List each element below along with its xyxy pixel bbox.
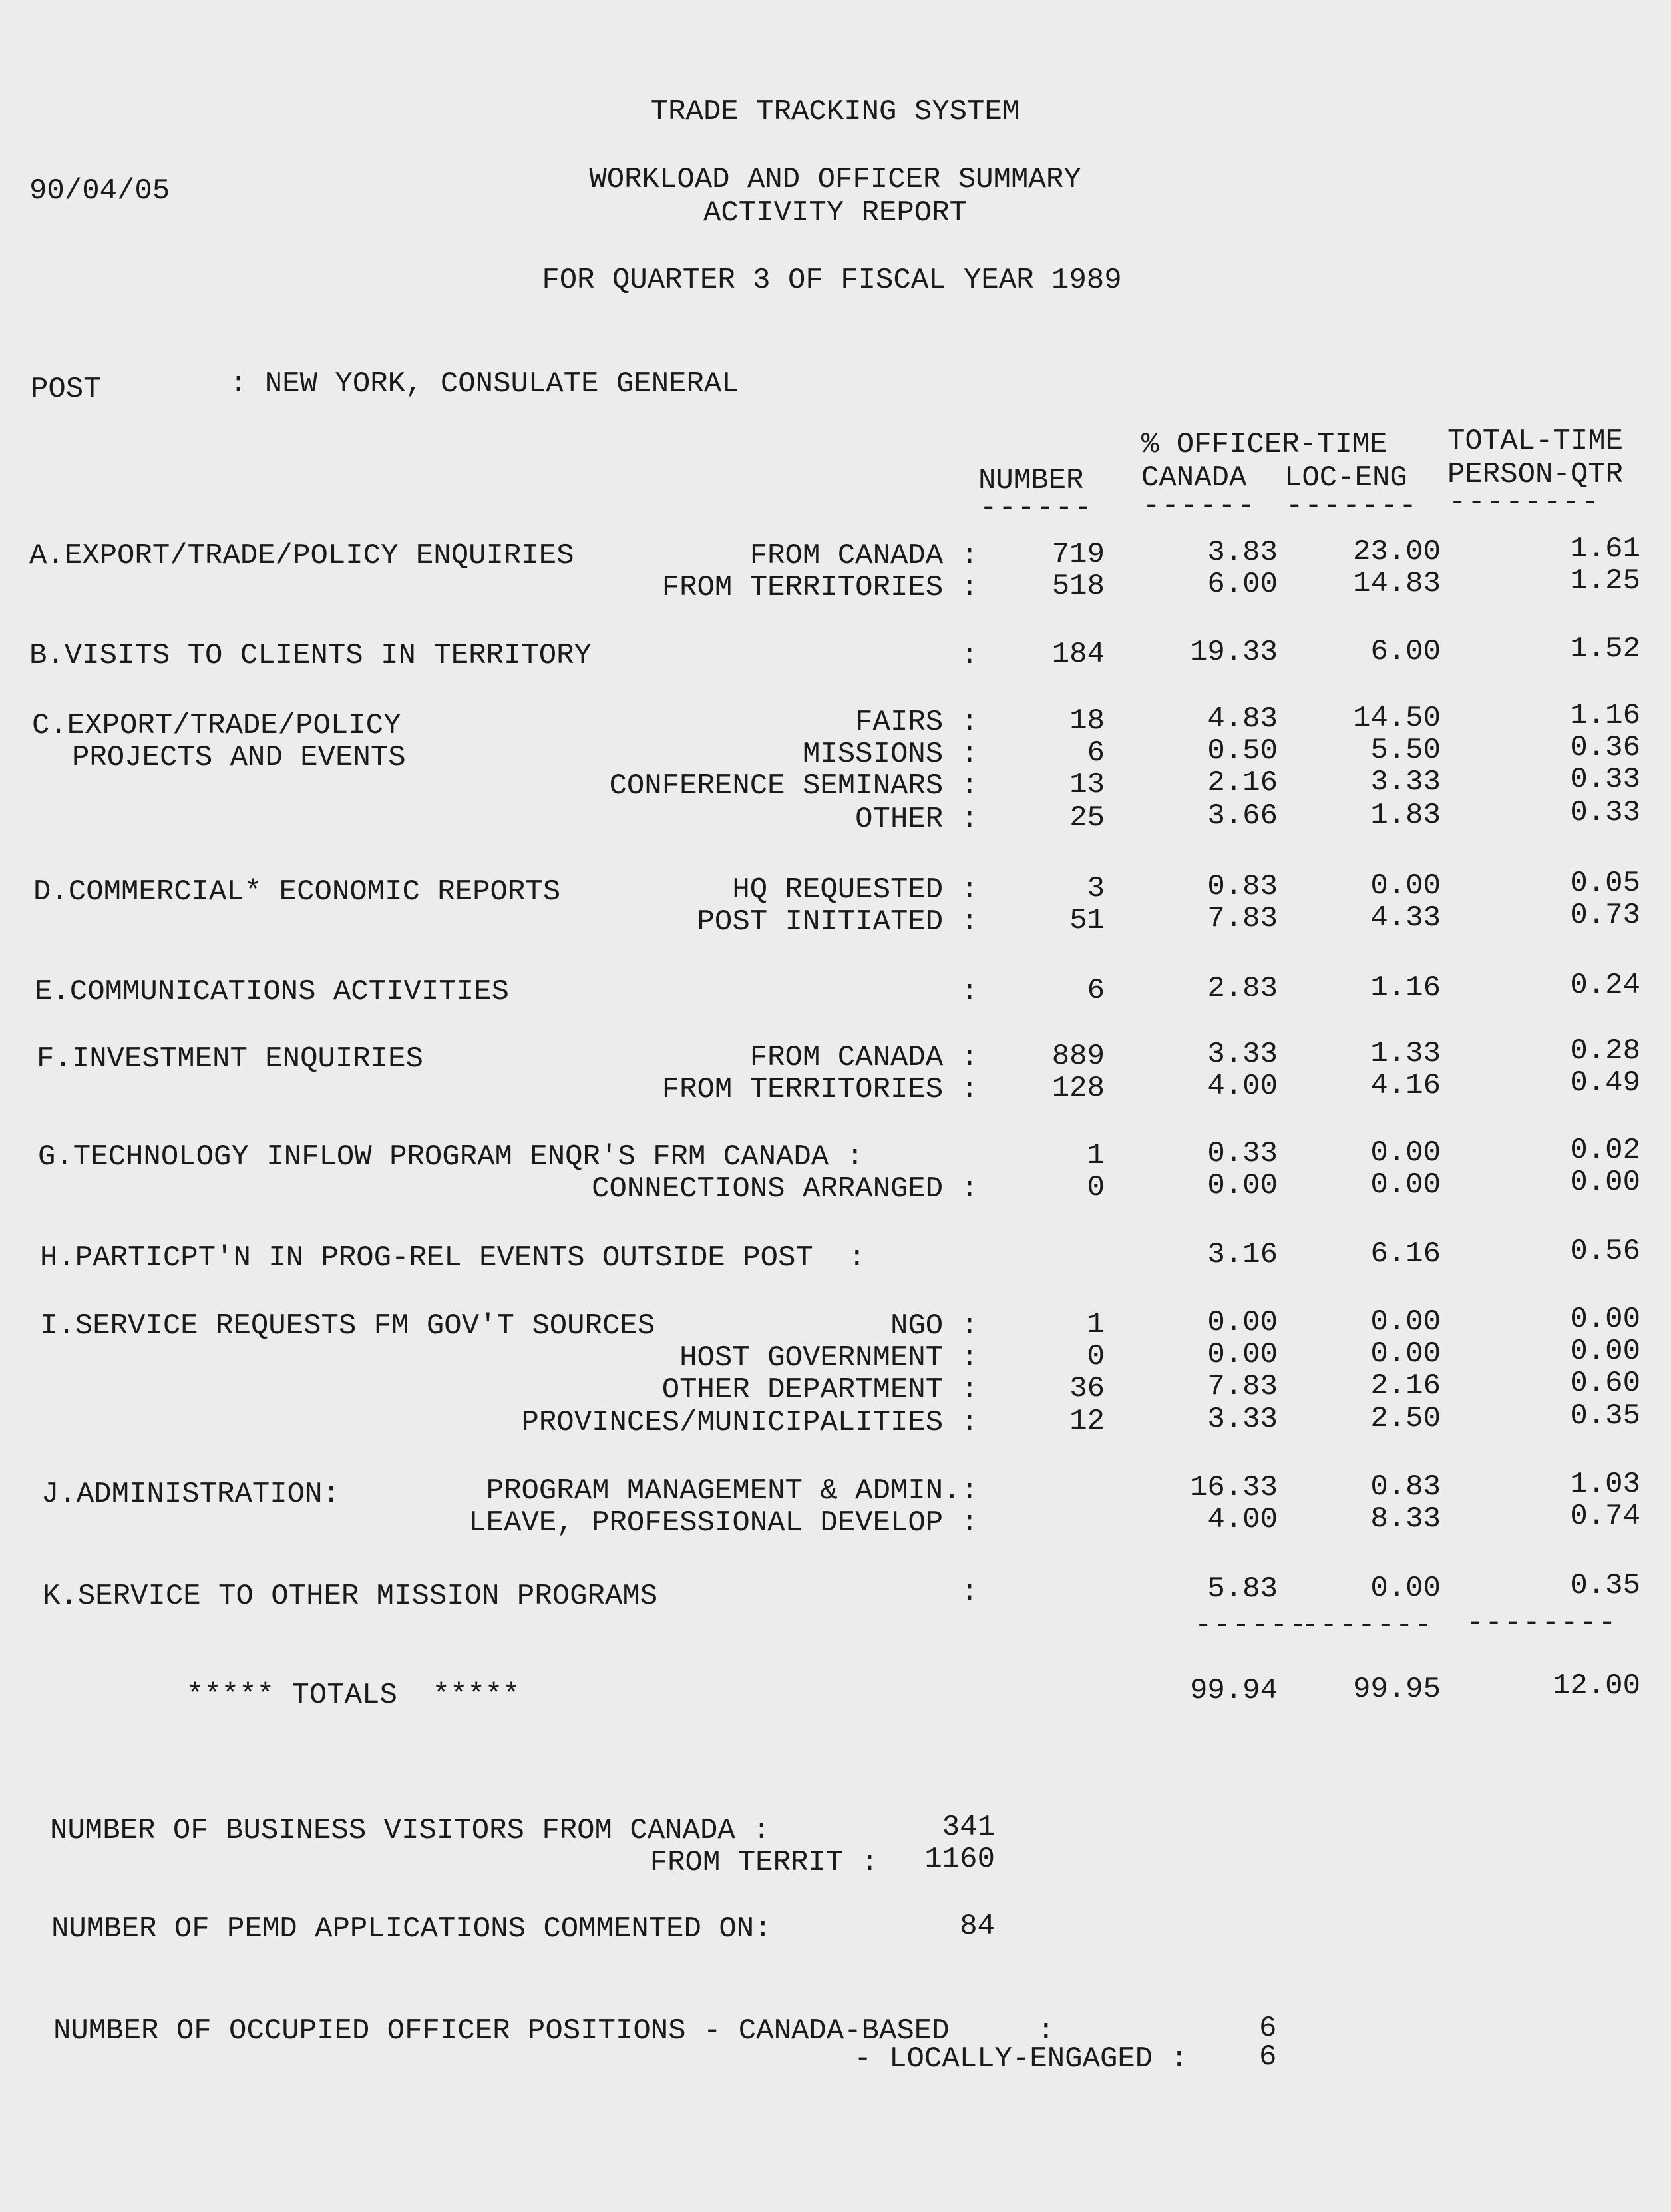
row-pqtr: 1.03 <box>1570 1468 1640 1501</box>
row-number: 51 <box>1069 904 1105 937</box>
visitors-canada: 341 <box>942 1811 995 1844</box>
report-period: FOR QUARTER 3 OF FISCAL YEAR 1989 <box>542 264 1122 297</box>
row-pqtr: 1.16 <box>1570 699 1640 732</box>
row-canada: 3.16 <box>1207 1238 1278 1271</box>
post-value: : NEW YORK, CONSULATE GENERAL <box>230 367 739 401</box>
row-loceng: 2.50 <box>1370 1402 1441 1435</box>
totals-pqtr: 12.00 <box>1552 1669 1640 1703</box>
visitors-label: NUMBER OF BUSINESS VISITORS FROM CANADA : <box>50 1814 771 1847</box>
row-label: OTHER : <box>855 803 978 836</box>
row-canada: 0.00 <box>1207 1306 1278 1339</box>
section-f-label: F.INVESTMENT ENQUIRIES <box>37 1042 423 1076</box>
row-loceng: 14.83 <box>1352 567 1441 600</box>
row-label: NGO : <box>890 1309 978 1343</box>
row-pqtr: 0.02 <box>1570 1134 1640 1167</box>
row-label: LEAVE, PROFESSIONAL DEVELOP : <box>468 1506 978 1540</box>
row-canada: 3.83 <box>1207 536 1278 569</box>
row-label: : <box>960 1576 978 1609</box>
row-canada: 19.33 <box>1189 636 1278 669</box>
row-canada: 6.00 <box>1207 568 1278 601</box>
row-number: 12 <box>1069 1405 1105 1438</box>
row-pqtr: 1.61 <box>1570 533 1640 566</box>
section-h-label: H.PARTICPT'N IN PROG-REL EVENTS OUTSIDE POST : <box>40 1241 866 1275</box>
row-canada: 4.00 <box>1207 1503 1278 1536</box>
row-loceng: 6.16 <box>1370 1237 1441 1271</box>
row-pqtr: 0.00 <box>1570 1166 1640 1199</box>
totals-loceng: 99.95 <box>1352 1673 1441 1706</box>
positions-canada: 6 <box>1259 2012 1277 2045</box>
pemd-value: 84 <box>960 1910 995 1943</box>
report-title: WORKLOAD AND OFFICER SUMMARY <box>589 163 1081 196</box>
row-loceng: 0.83 <box>1370 1470 1441 1504</box>
row-loceng: 0.00 <box>1370 1136 1441 1170</box>
col-header-total-time: TOTAL-TIME <box>1447 425 1624 458</box>
row-number: 1 <box>1087 1139 1105 1172</box>
row-number: 889 <box>1051 1040 1105 1073</box>
report-subtitle: ACTIVITY REPORT <box>703 196 968 230</box>
row-canada: 16.33 <box>1189 1471 1278 1504</box>
rule-pqtr: -------- <box>1449 486 1600 519</box>
row-label: POST INITIATED : <box>697 905 978 939</box>
report-date: 90/04/05 <box>29 174 170 208</box>
row-number: 25 <box>1069 801 1105 835</box>
section-g-label: G.TECHNOLOGY INFLOW PROGRAM ENQR'S FRM CANADA : <box>38 1140 864 1174</box>
section-j-label: J.ADMINISTRATION: <box>41 1478 340 1511</box>
row-loceng: 0.00 <box>1370 1337 1441 1371</box>
row-canada: 5.83 <box>1207 1572 1278 1606</box>
row-pqtr: 0.33 <box>1570 796 1640 829</box>
row-pqtr: 0.56 <box>1570 1235 1640 1268</box>
row-loceng: 0.00 <box>1370 1168 1441 1202</box>
row-label: FAIRS : <box>855 706 978 739</box>
row-number: 719 <box>1051 538 1105 571</box>
row-number: 13 <box>1069 768 1105 801</box>
row-label: : <box>960 975 978 1008</box>
rule-loceng: ------- <box>1286 489 1418 523</box>
row-label: PROVINCES/MUNICIPALITIES : <box>521 1406 978 1439</box>
section-c-sublabel: PROJECTS AND EVENTS <box>72 741 406 774</box>
row-loceng: 0.00 <box>1370 869 1441 903</box>
row-pqtr: 0.74 <box>1570 1500 1640 1533</box>
row-loceng: 1.83 <box>1370 799 1441 832</box>
row-label: FROM CANADA : <box>749 1041 978 1074</box>
row-number: 128 <box>1051 1072 1105 1105</box>
row-canada: 7.83 <box>1207 902 1278 935</box>
totals-canada: 99.94 <box>1189 1674 1278 1707</box>
row-pqtr: 0.73 <box>1570 899 1640 932</box>
row-pqtr: 0.00 <box>1570 1335 1640 1368</box>
row-pqtr: 0.28 <box>1570 1034 1640 1068</box>
totals-rule-canada: ------ <box>1195 1609 1308 1642</box>
row-number: 1 <box>1087 1308 1105 1341</box>
row-label: : <box>960 639 978 672</box>
row-pqtr: 0.33 <box>1570 763 1640 796</box>
row-loceng: 4.16 <box>1370 1069 1441 1102</box>
system-title: TRADE TRACKING SYSTEM <box>650 95 1020 128</box>
row-canada: 0.00 <box>1207 1169 1278 1202</box>
section-i-label: I.SERVICE REQUESTS FM GOV'T SOURCES <box>40 1309 655 1343</box>
row-canada: 4.83 <box>1207 702 1278 736</box>
row-pqtr: 0.05 <box>1570 867 1640 900</box>
totals-label: ***** TOTALS ***** <box>186 1679 520 1712</box>
row-canada: 0.83 <box>1207 870 1278 903</box>
row-canada: 2.83 <box>1207 972 1278 1005</box>
row-canada: 7.83 <box>1207 1370 1278 1403</box>
row-label: HQ REQUESTED : <box>732 873 978 907</box>
col-header-canada: CANADA <box>1141 461 1247 495</box>
row-canada: 0.33 <box>1207 1137 1278 1170</box>
row-pqtr: 0.36 <box>1570 731 1640 764</box>
row-pqtr: 0.35 <box>1570 1569 1640 1602</box>
row-label: PROGRAM MANAGEMENT & ADMIN.: <box>486 1474 978 1508</box>
rule-number: ------ <box>980 491 1093 525</box>
row-canada: 0.00 <box>1207 1338 1278 1371</box>
row-canada: 3.66 <box>1207 799 1278 833</box>
totals-rule-loceng: ------- <box>1301 1609 1433 1642</box>
row-pqtr: 0.35 <box>1570 1399 1640 1433</box>
section-c-label: C.EXPORT/TRADE/POLICY <box>32 709 401 742</box>
row-number: 36 <box>1069 1372 1105 1405</box>
row-label: FROM TERRITORIES : <box>661 571 978 604</box>
row-number: 184 <box>1051 638 1105 671</box>
row-label: CONNECTIONS ARRANGED : <box>592 1172 978 1206</box>
row-label: FROM CANADA : <box>749 539 978 572</box>
totals-rule-pqtr: -------- <box>1466 1606 1618 1640</box>
row-pqtr: 0.49 <box>1570 1066 1640 1100</box>
row-label: HOST GOVERNMENT : <box>679 1341 978 1375</box>
col-header-person-qtr: PERSON-QTR <box>1447 458 1624 491</box>
section-b-label: B.VISITS TO CLIENTS IN TERRITORY <box>29 639 592 672</box>
row-loceng: 6.00 <box>1370 635 1441 668</box>
row-pqtr: 0.00 <box>1570 1303 1640 1336</box>
col-header-number: NUMBER <box>978 464 1084 497</box>
row-loceng: 1.33 <box>1370 1037 1441 1070</box>
row-canada: 0.50 <box>1207 734 1278 768</box>
row-label: CONFERENCE SEMINARS : <box>609 770 978 803</box>
positions-local: 6 <box>1259 2040 1277 2074</box>
row-label: MISSIONS : <box>802 738 978 771</box>
row-pqtr: 0.24 <box>1570 969 1640 1002</box>
col-header-loc-eng: LOC-ENG <box>1284 461 1407 495</box>
row-number: 0 <box>1087 1171 1105 1204</box>
row-number: 6 <box>1087 974 1105 1007</box>
visitors-territ: 1160 <box>924 1843 995 1876</box>
row-loceng: 23.00 <box>1352 535 1441 568</box>
row-number: 518 <box>1051 570 1105 603</box>
row-loceng: 4.33 <box>1370 901 1441 935</box>
row-canada: 3.33 <box>1207 1403 1278 1436</box>
row-pqtr: 1.52 <box>1570 632 1640 666</box>
row-pqtr: 1.25 <box>1570 564 1640 598</box>
row-canada: 4.00 <box>1207 1070 1278 1103</box>
row-loceng: 0.00 <box>1370 1305 1441 1339</box>
positions-local-label: - LOCALLY-ENGAGED : <box>854 2042 1188 2076</box>
section-d-label: D.COMMERCIAL* ECONOMIC REPORTS <box>33 875 561 909</box>
row-number: 0 <box>1087 1340 1105 1373</box>
row-loceng: 5.50 <box>1370 734 1441 767</box>
pemd-label: NUMBER OF PEMD APPLICATIONS COMMENTED ON: <box>51 1912 772 1946</box>
row-canada: 2.16 <box>1207 766 1278 799</box>
rule-canada: ------ <box>1143 489 1256 523</box>
row-loceng: 2.16 <box>1370 1369 1441 1403</box>
section-k-label: K.SERVICE TO OTHER MISSION PROGRAMS <box>43 1580 658 1613</box>
row-label: FROM TERRITORIES : <box>661 1073 978 1106</box>
row-label: OTHER DEPARTMENT : <box>661 1373 978 1407</box>
col-header-pct-officer-time: % OFFICER-TIME <box>1141 428 1388 461</box>
section-a-label: A.EXPORT/TRADE/POLICY ENQUIRIES <box>29 539 574 572</box>
post-label: POST <box>31 373 101 406</box>
row-number: 18 <box>1069 704 1105 738</box>
row-number: 6 <box>1087 736 1105 770</box>
row-loceng: 1.16 <box>1370 971 1441 1004</box>
row-number: 3 <box>1087 872 1105 905</box>
section-e-label: E.COMMUNICATIONS ACTIVITIES <box>35 975 509 1008</box>
row-loceng: 3.33 <box>1370 766 1441 799</box>
positions-label: NUMBER OF OCCUPIED OFFICER POSITIONS - CANADA-BASED : <box>53 2014 1055 2048</box>
visitors-territ-label: FROM TERRIT : <box>650 1846 878 1879</box>
row-loceng: 8.33 <box>1370 1502 1441 1536</box>
row-canada: 3.33 <box>1207 1038 1278 1071</box>
row-loceng: 14.50 <box>1352 702 1441 735</box>
row-pqtr: 0.60 <box>1570 1367 1640 1400</box>
row-loceng: 0.00 <box>1370 1572 1441 1605</box>
